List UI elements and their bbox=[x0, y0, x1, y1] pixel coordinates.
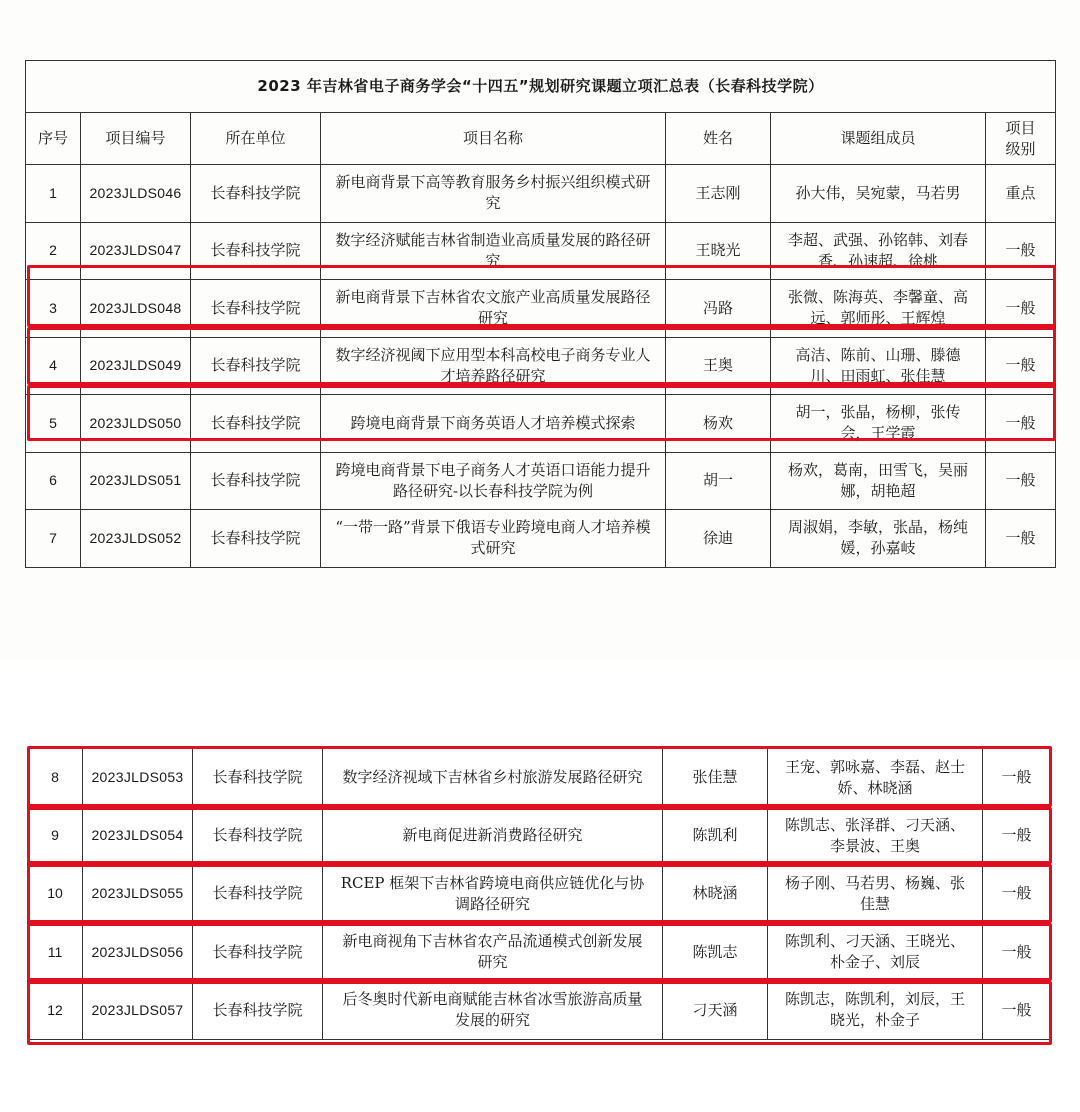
cell-members: 李超、武强、孙铭韩、刘春香、孙速超、徐桃 bbox=[771, 222, 986, 280]
table-row bbox=[26, 337, 1056, 395]
cell-code: 2023JLDS047 bbox=[81, 222, 191, 280]
table-row bbox=[26, 222, 1056, 280]
cell-code: 2023JLDS051 bbox=[81, 452, 191, 510]
cell-unit: 长春科技学院 bbox=[193, 807, 323, 865]
table-row bbox=[26, 510, 1056, 568]
cell-unit: 长春科技学院 bbox=[191, 510, 321, 568]
cell-project-name: 数字经济视阈下应用型本科高校电子商务专业人才培养路径研究 bbox=[321, 337, 666, 395]
cell-level: 一般 bbox=[986, 395, 1056, 453]
cell-level: 一般 bbox=[986, 337, 1056, 395]
cell-unit: 长春科技学院 bbox=[193, 923, 323, 981]
cell-leader: 张佳慧 bbox=[663, 749, 768, 807]
cell-project-name: 新电商背景下吉林省农文旅产业高质量发展路径研究 bbox=[321, 280, 666, 338]
cell-unit: 长春科技学院 bbox=[191, 222, 321, 280]
cell-members: 陈凯志，陈凯利，刘辰，王晓光，朴金子 bbox=[768, 981, 983, 1039]
cell-code: 2023JLDS054 bbox=[83, 807, 193, 865]
cell-unit: 长春科技学院 bbox=[193, 981, 323, 1039]
cell-seq: 10 bbox=[28, 865, 83, 923]
cell-unit: 长春科技学院 bbox=[191, 280, 321, 338]
cell-project-name: “一带一路”背景下俄语专业跨境电商人才培养模式研究 bbox=[321, 510, 666, 568]
cell-leader: 林晓涵 bbox=[663, 865, 768, 923]
cell-members: 张微、陈海英、李馨童、高远、郭师彤、王辉煌 bbox=[771, 280, 986, 338]
cell-members: 周淑娟，李敏，张晶，杨纯媛，孙嘉岐 bbox=[771, 510, 986, 568]
cell-unit: 长春科技学院 bbox=[191, 452, 321, 510]
project-summary-table bbox=[25, 60, 1056, 568]
cell-leader: 胡一 bbox=[666, 452, 771, 510]
header-level bbox=[986, 113, 1056, 165]
cell-code: 2023JLDS052 bbox=[81, 510, 191, 568]
cell-level: 重点 bbox=[986, 165, 1056, 223]
cell-leader: 王奥 bbox=[666, 337, 771, 395]
cell-unit: 长春科技学院 bbox=[193, 865, 323, 923]
header-leader: 姓名 bbox=[666, 113, 771, 165]
cell-leader: 徐迪 bbox=[666, 510, 771, 568]
cell-members: 孙大伟，吴宛蒙，马若男 bbox=[771, 165, 986, 223]
cell-unit: 长春科技学院 bbox=[193, 749, 323, 807]
cell-seq: 9 bbox=[28, 807, 83, 865]
cell-project-name: 新电商视角下吉林省农产品流通模式创新发展研究 bbox=[323, 923, 663, 981]
cell-unit: 长春科技学院 bbox=[191, 337, 321, 395]
cell-seq: 6 bbox=[26, 452, 81, 510]
cell-unit: 长春科技学院 bbox=[191, 165, 321, 223]
cell-code: 2023JLDS049 bbox=[81, 337, 191, 395]
cell-project-name: 数字经济视域下吉林省乡村旅游发展路径研究 bbox=[323, 749, 663, 807]
header-unit: 所在单位 bbox=[191, 113, 321, 165]
cell-code: 2023JLDS048 bbox=[81, 280, 191, 338]
cell-code: 2023JLDS046 bbox=[81, 165, 191, 223]
table-row bbox=[26, 280, 1056, 338]
cell-level: 一般 bbox=[983, 749, 1051, 807]
cell-members: 陈凯志、张泽群、刁天涵、李景波、王奥 bbox=[768, 807, 983, 865]
header-level-line2: 级别 bbox=[1005, 139, 1036, 158]
project-summary-table-continued bbox=[27, 748, 1051, 1040]
cell-level: 一般 bbox=[983, 807, 1051, 865]
cell-leader: 陈凯志 bbox=[663, 923, 768, 981]
header-code: 项目编号 bbox=[81, 113, 191, 165]
cell-members: 高洁、陈前、山珊、滕德川、田雨虹、张佳慧 bbox=[771, 337, 986, 395]
cell-leader: 杨欢 bbox=[666, 395, 771, 453]
cell-leader: 冯路 bbox=[666, 280, 771, 338]
cell-level: 一般 bbox=[986, 452, 1056, 510]
cell-level: 一般 bbox=[983, 865, 1051, 923]
cell-members: 胡一，张晶，杨柳，张传会，王学霞 bbox=[771, 395, 986, 453]
cell-seq: 8 bbox=[28, 749, 83, 807]
cell-code: 2023JLDS055 bbox=[83, 865, 193, 923]
header-name: 项目名称 bbox=[321, 113, 666, 165]
cell-seq: 7 bbox=[26, 510, 81, 568]
cell-seq: 5 bbox=[26, 395, 81, 453]
cell-level: 一般 bbox=[983, 981, 1051, 1039]
cell-unit: 长春科技学院 bbox=[191, 395, 321, 453]
cell-code: 2023JLDS056 bbox=[83, 923, 193, 981]
cell-leader: 陈凯利 bbox=[663, 807, 768, 865]
cell-project-name: 跨境电商背景下商务英语人才培养模式探索 bbox=[321, 395, 666, 453]
table-row bbox=[28, 981, 1051, 1039]
header-level-line1: 项目 bbox=[1005, 118, 1036, 137]
table-row bbox=[26, 452, 1056, 510]
cell-level: 一般 bbox=[986, 222, 1056, 280]
table-row bbox=[28, 749, 1051, 807]
cell-members: 王宠、郭咏嘉、李磊、赵士娇、林晓涵 bbox=[768, 749, 983, 807]
header-members: 课题组成员 bbox=[771, 113, 986, 165]
cell-level: 一般 bbox=[986, 510, 1056, 568]
cell-project-name: 跨境电商背景下电子商务人才英语口语能力提升路径研究-以长春科技学院为例 bbox=[321, 452, 666, 510]
cell-leader: 王志刚 bbox=[666, 165, 771, 223]
cell-seq: 2 bbox=[26, 222, 81, 280]
cell-project-name: 后冬奥时代新电商赋能吉林省冰雪旅游高质量发展的研究 bbox=[323, 981, 663, 1039]
cell-seq: 12 bbox=[28, 981, 83, 1039]
cell-leader: 王晓光 bbox=[666, 222, 771, 280]
table-title: 2023 年吉林省电子商务学会“十四五”规划研究课题立项汇总表（长春科技学院） bbox=[26, 61, 1056, 113]
cell-project-name: RCEP 框架下吉林省跨境电商供应链优化与协调路径研究 bbox=[323, 865, 663, 923]
cell-members: 杨欢，葛南，田雪飞，吴丽娜，胡艳超 bbox=[771, 452, 986, 510]
cell-level: 一般 bbox=[983, 923, 1051, 981]
table-row bbox=[28, 865, 1051, 923]
cell-seq: 11 bbox=[28, 923, 83, 981]
table-row bbox=[26, 395, 1056, 453]
table-header-row bbox=[26, 113, 1056, 165]
cell-code: 2023JLDS050 bbox=[81, 395, 191, 453]
cell-project-name: 新电商背景下高等教育服务乡村振兴组织模式研究 bbox=[321, 165, 666, 223]
cell-seq: 3 bbox=[26, 280, 81, 338]
cell-leader: 刁天涵 bbox=[663, 981, 768, 1039]
table-row bbox=[28, 923, 1051, 981]
table-row bbox=[26, 165, 1056, 223]
cell-code: 2023JLDS057 bbox=[83, 981, 193, 1039]
cell-seq: 1 bbox=[26, 165, 81, 223]
cell-members: 杨子刚、马若男、杨巍、张佳慧 bbox=[768, 865, 983, 923]
cell-members: 陈凯利、刁天涵、王晓光、朴金子、刘辰 bbox=[768, 923, 983, 981]
header-seq: 序号 bbox=[26, 113, 81, 165]
cell-level: 一般 bbox=[986, 280, 1056, 338]
cell-seq: 4 bbox=[26, 337, 81, 395]
cell-project-name: 新电商促进新消费路径研究 bbox=[323, 807, 663, 865]
cell-code: 2023JLDS053 bbox=[83, 749, 193, 807]
cell-project-name: 数字经济赋能吉林省制造业高质量发展的路径研究 bbox=[321, 222, 666, 280]
table-row bbox=[28, 807, 1051, 865]
